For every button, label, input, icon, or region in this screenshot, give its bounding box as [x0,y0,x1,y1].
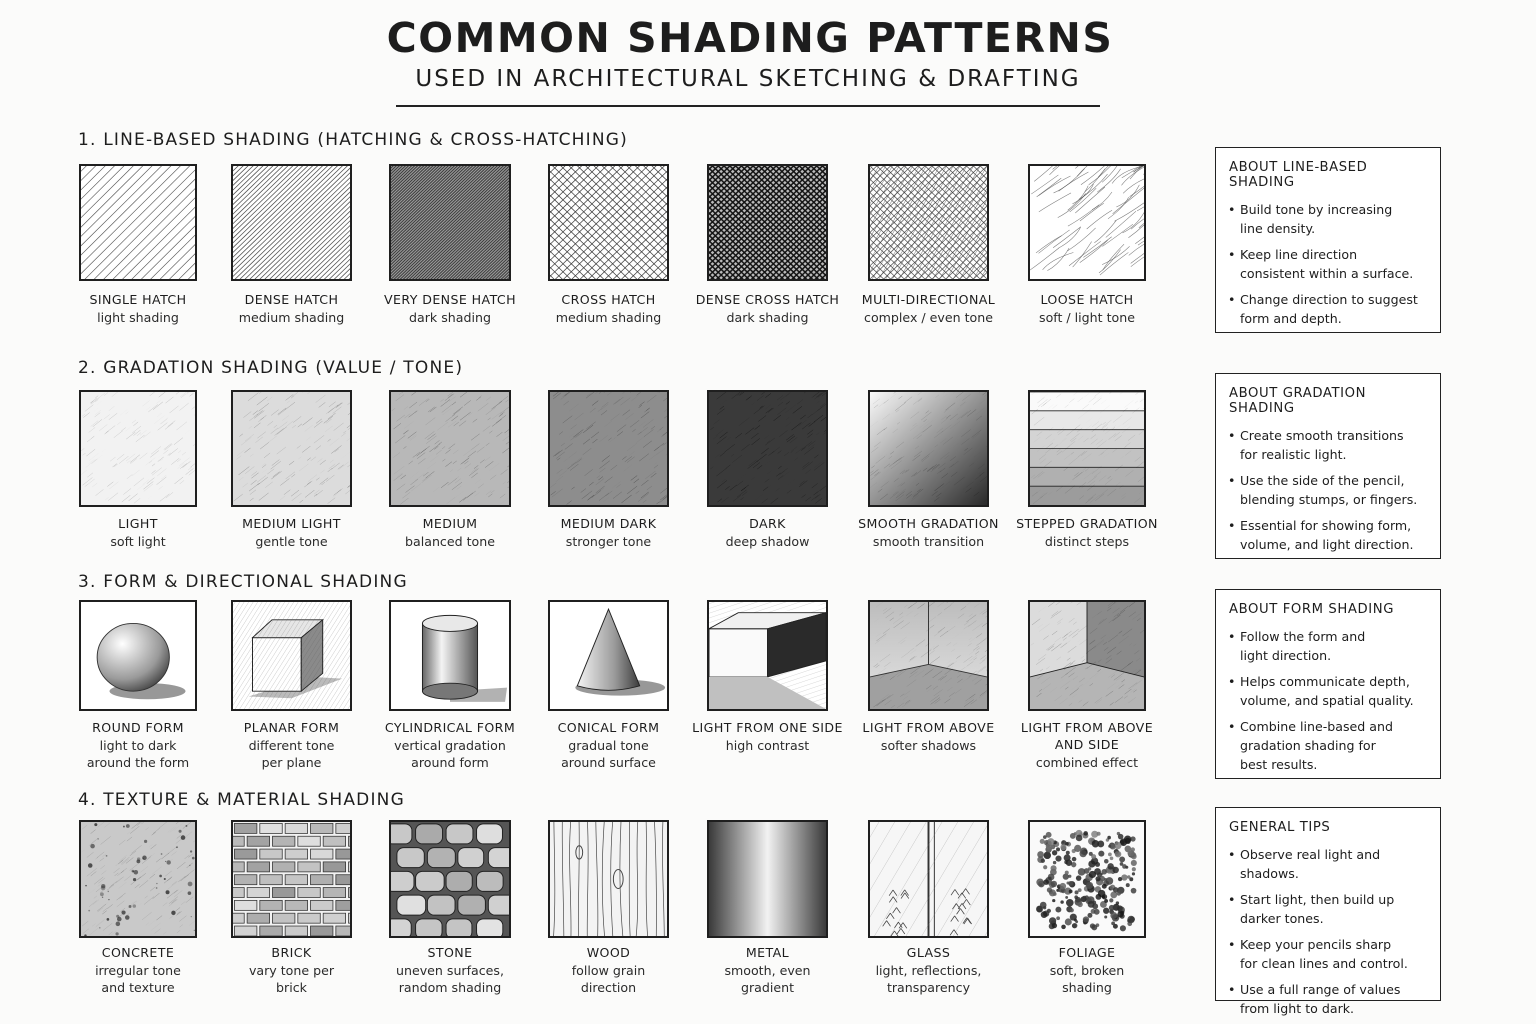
note-list [1228,426,1430,554]
swatch-description: soft / light tone [1039,309,1135,325]
note-list [1228,845,1430,1018]
note-item: • Helps communicate depth, volume, and spatial quality. [1228,672,1430,710]
very-dense-hatch-swatch [389,164,511,281]
value-medium-swatch [389,390,511,507]
value-medium-light-swatch [231,390,352,507]
swatch-description: combined effect [1035,755,1139,770]
foliage-swatch [1028,820,1146,938]
swatch-description: medium shading [555,309,662,325]
note-item: • Keep your pencils sharp for clean lines and control. [1228,935,1430,973]
swatch-description: gentle tone [255,533,328,549]
swatch-label: SMOOTH GRADATION [858,516,999,531]
note-item: • Use the side of the pencil, blending stumps, or fingers. [1228,471,1430,509]
stone-swatch [389,820,511,938]
loose-hatch-swatch [1028,164,1146,281]
glass-swatch [868,820,989,938]
wood-swatch [548,820,669,938]
note-box [1215,147,1441,333]
note-list [1228,200,1430,328]
swatch-description: distinct steps [1044,533,1130,549]
swatch-description: follow grain direction [571,962,646,995]
swatch-label: MEDIUM LIGHT [242,516,341,531]
note-item: • Use a full range of values from light to dark. [1228,980,1430,1018]
swatch-description: dark shading [726,309,809,325]
note-item: • Change direction to suggest form and depth. [1228,290,1430,328]
page-title: COMMON SHADING PATTERNS [386,14,1114,62]
swatch-label: MULTI-DIRECTIONAL [861,292,996,307]
corner-above-side-swatch [1028,600,1146,711]
swatch-description: different tone per plane [248,737,335,770]
swatch-label: LIGHT FROM ABOVE AND SIDE [1020,720,1154,752]
note-item: • Create smooth transitions for realistic light. [1228,426,1430,464]
swatch-description: stronger tone [565,533,652,549]
corner-above-swatch [868,600,989,711]
swatch-label: LIGHT [118,516,158,531]
metal-swatch [707,820,828,938]
stepped-gradation-swatch [1028,390,1146,507]
note-item: • Build tone by increasing line density. [1228,200,1430,238]
cylinder-swatch [389,600,511,711]
section-heading: 1. LINE-BASED SHADING (HATCHING & CROSS-HATCHING) [78,130,628,150]
swatch-description: high contrast [725,737,810,753]
swatch-label: PLANAR FORM [243,720,340,735]
swatch-description: smooth transition [872,533,985,549]
swatch-label: DARK [749,516,786,531]
swatch-description: softer shadows [880,737,977,753]
cross-hatch-swatch [548,164,669,281]
swatch-label: BRICK [271,945,312,960]
swatch-label: MEDIUM DARK [560,516,657,531]
swatch-description: uneven surfaces, random shading [395,962,504,995]
swatch-description: soft, broken shading [1049,962,1125,995]
note-box [1215,589,1441,779]
swatch-description: light to dark around the form [86,737,190,770]
note-item: • Follow the form and light direction. [1228,627,1430,665]
note-item: • Observe real light and shadows. [1228,845,1430,883]
swatch-label: FOLIAGE [1058,945,1116,960]
note-box-title: GENERAL TIPS [1229,820,1331,835]
note-item: • Start light, then build up darker tones. [1228,890,1430,928]
note-box-title: ABOUT FORM SHADING [1229,602,1395,617]
swatch-label: VERY DENSE HATCH [384,292,516,307]
block-side-light-swatch [707,600,828,711]
note-box [1215,807,1441,1016]
swatch-label: LIGHT FROM ONE SIDE [692,720,843,735]
swatch-description: balanced tone [405,533,495,549]
swatch-label: DENSE CROSS HATCH [695,292,840,307]
section-heading: 3. FORM & DIRECTIONAL SHADING [78,572,408,592]
value-medium-dark-swatch [548,390,669,507]
swatch-description: gradual tone around surface [561,737,656,770]
section-heading: 4. TEXTURE & MATERIAL SHADING [78,790,405,810]
swatch-label: MEDIUM [422,516,478,531]
value-dark-swatch [707,390,828,507]
swatch-label: METAL [745,945,790,960]
swatch-label: DENSE HATCH [244,292,339,307]
note-box [1215,373,1441,559]
concrete-swatch [79,820,197,938]
swatch-description: irregular tone and texture [95,962,181,995]
section-heading: 2. GRADATION SHADING (VALUE / TONE) [78,358,464,378]
note-box-title: ABOUT LINE-BASED SHADING [1229,160,1368,190]
sphere-swatch [79,600,197,711]
brick-swatch [231,820,352,938]
multi-directional-swatch [868,164,989,281]
note-item: • Essential for showing form, volume, and light direction. [1228,516,1430,554]
swatch-description: vertical gradation around form [394,737,506,770]
swatch-description: dark shading [409,309,491,325]
cone-swatch [548,600,669,711]
swatch-description: light shading [97,309,179,325]
swatch-label: STEPPED GRADATION [1016,516,1158,531]
swatch-label: LOOSE HATCH [1040,292,1134,307]
dense-hatch-swatch [231,164,352,281]
swatch-description: smooth, even gradient [724,962,811,995]
smooth-gradation-swatch [868,390,989,507]
swatch-label: CYLINDRICAL FORM [384,720,516,735]
swatch-description: light, reflections, transparency [875,962,982,995]
swatch-label: CONICAL FORM [557,720,660,735]
note-list [1228,627,1430,774]
note-item: • Keep line direction consistent within a surface. [1228,245,1430,283]
swatch-label: STONE [427,945,473,960]
cube-swatch [231,600,352,711]
page-subtitle: USED IN ARCHITECTURAL SKETCHING & DRAFTING [415,66,1081,92]
swatch-label: CROSS HATCH [561,292,656,307]
swatch-description: medium shading [238,309,345,325]
note-item: • Combine line-based and gradation shading for best results. [1228,717,1430,774]
swatch-label: CONCRETE [101,945,175,960]
swatch-description: soft light [110,533,166,549]
swatch-label: LIGHT FROM ABOVE [862,720,995,735]
swatch-label: SINGLE HATCH [89,292,187,307]
swatch-label: WOOD [586,945,631,960]
value-light-swatch [79,390,197,507]
swatch-description: deep shadow [725,533,810,549]
single-hatch-swatch [79,164,197,281]
dense-cross-hatch-swatch [707,164,828,281]
swatch-label: GLASS [906,945,951,960]
swatch-description: vary tone per brick [248,962,335,995]
note-box-title: ABOUT GRADATION SHADING [1229,386,1367,416]
title-divider [396,105,1100,107]
swatch-description: complex / even tone [864,309,993,325]
swatch-label: ROUND FORM [92,720,184,735]
